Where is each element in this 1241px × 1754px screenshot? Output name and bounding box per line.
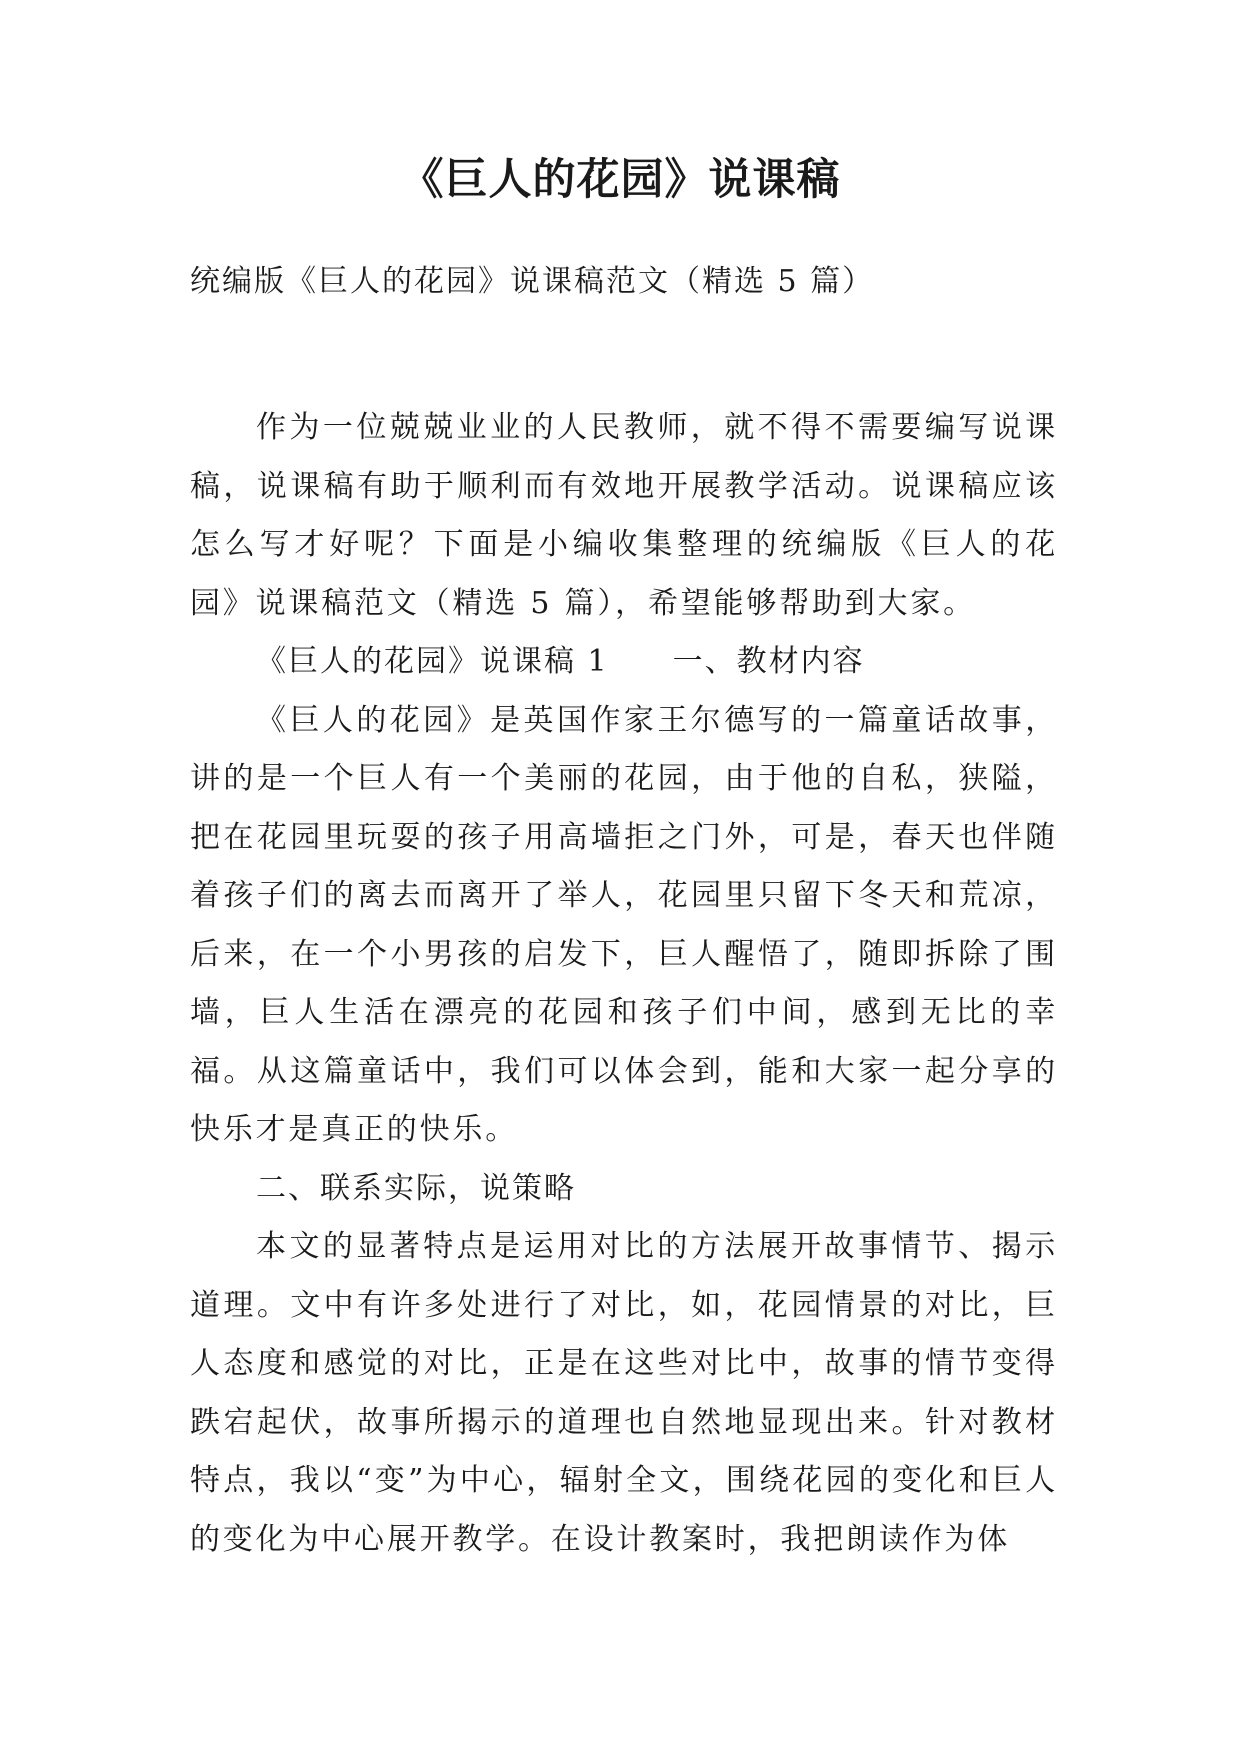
document-title: 《巨人的花园》说课稿	[400, 155, 841, 205]
paragraph-intro: 作为一位兢兢业业的人民教师，就不得不需要编写说课稿，说课稿有助于顺利而有效地开展教学活动。说课稿应该怎么写才好呢？下面是小编收集整理的统编版《巨人的花园》说课稿范文（精选 5 篇），希望能够帮助到大家。	[190, 410, 1058, 621]
document-subtitle: 统编版《巨人的花园》说课稿范文（精选 5 篇）	[190, 264, 875, 299]
paragraph-strategy-heading: 二、联系实际，说策略	[256, 1170, 576, 1206]
paragraph-section-heading: 《巨人的花园》说课稿 1 一、教材内容	[256, 644, 865, 679]
paragraph-strategy: 本文的显著特点是运用对比的方法展开故事情节、揭示道理。文中有许多处进行了对比，如，花园情景的对比，巨人态度和感觉的对比，正是在这些对比中，故事的情节变得跌宕起伏，故事所揭示的道理也自然地显现出来。针对教材特点，我以“变”为中心，辐射全文，围绕花园的变化和巨人的变化为中心展开教学。在设计教案时，我把朗读作为体	[190, 1229, 1058, 1557]
document-body	[190, 399, 1058, 1569]
paragraph-story-summary: 《巨人的花园》是英国作家王尔德写的一篇童话故事，讲的是一个巨人有一个美丽的花园，由于他的自私，狭隘，把在花园里玩耍的孩子用高墙拒之门外，可是，春天也伴随着孩子们的离去而离开了举人，花园里只留下冬天和荒凉，后来，在一个小男孩的启发下，巨人醒悟了，随即拆除了围墙，巨人生活在漂亮的花园和孩子们中间，感到无比的幸福。从这篇童话中，我们可以体会到，能和大家一起分享的快乐才是真正的快乐。	[190, 702, 1058, 1147]
